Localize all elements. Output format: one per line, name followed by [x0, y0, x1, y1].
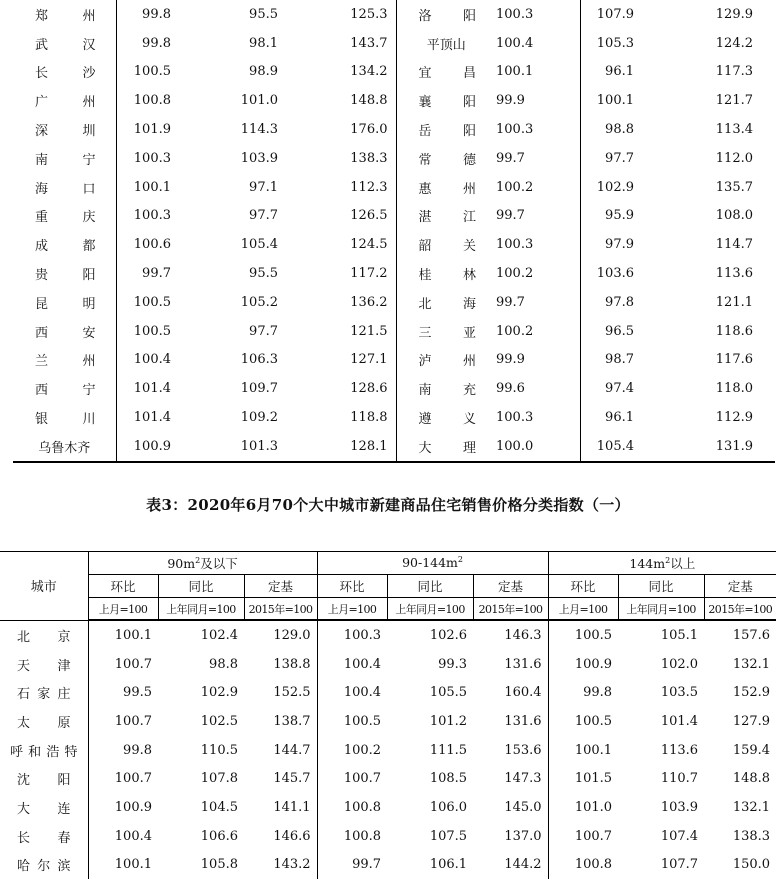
index-value: 144.2 [473, 851, 548, 880]
city-name: 西安 [13, 317, 116, 346]
mom-index: 99.9 [496, 86, 580, 115]
index-value: 131.6 [473, 650, 548, 679]
table-row [13, 0, 775, 29]
mom-index: 100.5 [133, 64, 171, 80]
index-value: 100.2 [343, 742, 382, 758]
table-3-title: 表3：2020年6月70个大中城市新建商品住宅销售价格分类指数（一） [146, 496, 630, 514]
mom-index: 100.8 [133, 93, 171, 109]
index-value: 106.6 [200, 828, 238, 844]
index-value: 153.6 [473, 736, 548, 765]
table-row [0, 822, 776, 851]
city-name: 北京 [0, 620, 88, 650]
city-name: 桂林 [418, 268, 476, 284]
city-name: 南宁 [13, 144, 116, 173]
index-value: 100.7 [114, 771, 152, 787]
index-value: 141.1 [244, 793, 317, 822]
index-value: 104.5 [200, 799, 238, 815]
base-index: 127.1 [300, 346, 396, 375]
index-value: 137.0 [473, 822, 548, 851]
index-value: 100.1 [574, 742, 613, 758]
base-index: 117.6 [715, 352, 753, 368]
table-row [13, 259, 775, 288]
table-row [13, 144, 775, 173]
yoy-index: 98.1 [249, 35, 278, 51]
index-value: 146.6 [244, 822, 317, 851]
city-name: 乌鲁木齐 [13, 432, 116, 462]
index-value: 100.1 [114, 857, 152, 873]
base-index: 124.2 [715, 35, 753, 51]
index-value: 138.7 [244, 707, 317, 736]
base-index: 112.9 [715, 410, 753, 426]
yoy-index: 103.6 [596, 266, 634, 282]
yoy-index: 100.1 [596, 93, 634, 109]
city-name: 襄阳 [418, 95, 476, 111]
yoy-index: 97.9 [605, 237, 634, 253]
mom-index: 100.1 [496, 58, 580, 87]
index-value: 102.6 [429, 627, 468, 643]
base-index: 121.5 [300, 317, 396, 346]
table-row [0, 764, 776, 793]
index-value: 105.1 [660, 627, 699, 643]
index-value: 102.0 [660, 656, 699, 672]
index-value: 100.5 [574, 627, 613, 643]
index-value: 100.4 [343, 685, 382, 701]
index-value: 99.3 [438, 656, 468, 672]
index-value: 100.9 [574, 656, 613, 672]
mom-index: 100.2 [496, 317, 580, 346]
city-name: 广州 [13, 86, 116, 115]
index-value: 103.9 [660, 799, 699, 815]
city-column-header: 城市 [0, 552, 88, 621]
group-header-under-90: $90m^2$及以下 [88, 552, 317, 575]
table-row [0, 650, 776, 679]
yoy-index: 101.0 [240, 93, 278, 109]
table-row [13, 374, 775, 403]
table-row [13, 115, 775, 144]
yoy-index: 95.5 [249, 6, 278, 22]
table-row [13, 317, 775, 346]
index-value: 146.3 [473, 620, 548, 650]
sub-header: 环比 [548, 575, 618, 598]
sub-header: 定基 [473, 575, 548, 598]
mom-index: 100.9 [116, 432, 193, 462]
mom-index: 100.4 [496, 29, 580, 58]
table-row [0, 793, 776, 822]
city-name: 郑州 [13, 0, 116, 29]
sub-header: 定基 [244, 575, 317, 598]
index-value: 103.5 [660, 685, 699, 701]
index-value: 100.7 [114, 713, 152, 729]
base-index: 113.6 [715, 266, 753, 282]
mom-index: 99.8 [142, 6, 171, 22]
yoy-index: 114.3 [240, 122, 278, 138]
index-value: 107.4 [660, 828, 699, 844]
mom-index: 100.3 [496, 230, 580, 259]
base-header: 上月=100 [548, 598, 618, 621]
yoy-index: 105.4 [240, 237, 278, 253]
index-value: 143.2 [244, 851, 317, 880]
yoy-index: 98.8 [605, 122, 634, 138]
index-value: 100.5 [343, 713, 382, 729]
base-index: 117.3 [715, 64, 753, 80]
base-index: 129.9 [715, 6, 753, 22]
base-index: 121.1 [715, 294, 753, 310]
mom-index: 101.4 [133, 410, 171, 426]
sub-header: 同比 [618, 575, 704, 598]
city-name: 泸州 [418, 354, 476, 370]
price-index-table-2-continued [13, 0, 775, 463]
index-value: 99.5 [123, 685, 152, 701]
table-row [0, 620, 776, 650]
sub-header: 环比 [317, 575, 387, 598]
index-value: 127.9 [732, 713, 771, 729]
base-index: 118.0 [715, 381, 753, 397]
city-name: 洛阳 [418, 8, 476, 24]
index-value: 132.1 [732, 656, 771, 672]
city-name: 深圳 [13, 115, 116, 144]
index-value: 131.6 [473, 707, 548, 736]
base-header: 上月=100 [317, 598, 387, 621]
city-name: 大理 [396, 432, 496, 462]
index-value: 132.1 [732, 799, 771, 815]
base-index: 118.6 [715, 323, 753, 339]
base-index: 136.2 [300, 288, 396, 317]
price-index-table-3 [0, 551, 776, 879]
table-row [13, 202, 775, 231]
city-name: 哈尔滨 [0, 851, 88, 880]
mom-index: 99.6 [496, 374, 580, 403]
table-row [13, 403, 775, 432]
base-index: 113.4 [715, 122, 753, 138]
base-index: 143.7 [300, 29, 396, 58]
city-name: 贵阳 [13, 259, 116, 288]
mom-index: 100.6 [133, 237, 171, 253]
city-name: 惠州 [418, 181, 476, 197]
index-value: 100.1 [114, 627, 152, 643]
index-value: 100.5 [574, 713, 613, 729]
index-value: 106.1 [429, 857, 468, 873]
base-index: 176.0 [300, 115, 396, 144]
yoy-index: 95.5 [249, 266, 278, 282]
index-value: 129.0 [244, 620, 317, 650]
city-name: 海口 [13, 173, 116, 202]
index-value: 100.8 [343, 799, 382, 815]
base-header: 上年同月=100 [618, 598, 704, 621]
yoy-index: 102.9 [596, 179, 634, 195]
index-value: 159.4 [732, 742, 771, 758]
mom-index: 100.4 [133, 352, 171, 368]
table-row [13, 346, 775, 375]
base-index: 135.7 [715, 179, 753, 195]
index-value: 113.6 [660, 742, 699, 758]
yoy-index: 106.3 [240, 352, 278, 368]
index-value: 152.9 [732, 685, 771, 701]
mom-index: 99.7 [496, 144, 580, 173]
base-index: 108.0 [715, 208, 753, 224]
base-index: 134.2 [300, 58, 396, 87]
base-index: 118.8 [300, 403, 396, 432]
index-value: 100.9 [114, 799, 152, 815]
index-value: 99.8 [583, 685, 613, 701]
index-value: 100.8 [574, 857, 613, 873]
yoy-index: 96.5 [605, 323, 634, 339]
yoy-index: 97.7 [249, 208, 278, 224]
mom-index: 101.9 [133, 122, 171, 138]
base-index: 112.0 [715, 150, 753, 166]
mom-index: 100.5 [133, 323, 171, 339]
base-index: 138.3 [300, 144, 396, 173]
city-name: 银川 [13, 403, 116, 432]
table-row [13, 86, 775, 115]
city-name: 宜昌 [418, 66, 476, 82]
yoy-index: 105.2 [240, 294, 278, 310]
yoy-index: 97.4 [605, 381, 634, 397]
base-index: 126.5 [300, 202, 396, 231]
sub-header: 环比 [88, 575, 158, 598]
base-index: 121.7 [715, 93, 753, 109]
table-row [13, 288, 775, 317]
mom-index: 99.8 [142, 35, 171, 51]
index-value: 98.8 [209, 656, 238, 672]
yoy-index: 98.7 [605, 352, 634, 368]
table-row [0, 678, 776, 707]
mom-index: 100.3 [496, 403, 580, 432]
city-name: 湛江 [418, 210, 476, 226]
index-value: 145.7 [244, 764, 317, 793]
city-name: 韶关 [418, 239, 476, 255]
city-name: 成都 [13, 230, 116, 259]
index-value: 102.9 [200, 685, 238, 701]
group-header-over-144: $144m^2$以上 [548, 552, 776, 575]
mom-index: 100.3 [496, 115, 580, 144]
sub-header: 同比 [387, 575, 473, 598]
table-row [0, 707, 776, 736]
city-name: 长春 [0, 822, 88, 851]
table-row [0, 736, 776, 765]
index-value: 100.4 [114, 828, 152, 844]
yoy-index: 96.1 [605, 410, 634, 426]
index-value: 102.5 [200, 713, 238, 729]
group-header-90-144: $90-144m^2$ [317, 552, 548, 575]
index-value: 101.4 [660, 713, 699, 729]
base-index: 117.2 [300, 259, 396, 288]
index-value: 99.7 [352, 857, 382, 873]
index-value: 111.5 [429, 742, 468, 758]
base-header: 上月=100 [88, 598, 158, 621]
base-index: 128.1 [300, 432, 396, 462]
base-header: 2015年=100 [473, 598, 548, 621]
mom-index: 99.7 [142, 266, 171, 282]
index-value: 147.3 [473, 764, 548, 793]
index-value: 160.4 [473, 678, 548, 707]
city-name: 南充 [418, 383, 476, 399]
city-name: 长沙 [13, 58, 116, 87]
mom-index: 100.0 [496, 432, 580, 462]
mom-index: 100.3 [496, 0, 580, 29]
mom-index: 99.7 [496, 288, 580, 317]
index-value: 105.8 [200, 857, 238, 873]
mom-index: 100.3 [133, 150, 171, 166]
base-index: 112.3 [300, 173, 396, 202]
yoy-index: 109.7 [240, 381, 278, 397]
index-value: 100.7 [574, 828, 613, 844]
index-value: 148.8 [732, 771, 771, 787]
base-header: 2015年=100 [704, 598, 776, 621]
table-row [0, 851, 776, 880]
yoy-index: 105.4 [580, 432, 682, 462]
table-row [13, 432, 775, 462]
yoy-index: 101.3 [193, 432, 300, 462]
mom-index: 100.3 [133, 208, 171, 224]
city-name: 太原 [0, 707, 88, 736]
sub-header: 定基 [704, 575, 776, 598]
mom-index: 101.4 [133, 381, 171, 397]
index-value: 100.7 [343, 771, 382, 787]
index-value: 138.8 [244, 650, 317, 679]
base-header: 2015年=100 [244, 598, 317, 621]
index-value: 144.7 [244, 736, 317, 765]
mom-index: 99.9 [496, 346, 580, 375]
index-value: 107.5 [429, 828, 468, 844]
city-name: 武汉 [13, 29, 116, 58]
index-value: 157.6 [732, 627, 771, 643]
table-row [13, 230, 775, 259]
city-name: 兰州 [13, 346, 116, 375]
index-value: 152.5 [244, 678, 317, 707]
mom-index: 100.1 [133, 179, 171, 195]
index-value: 101.5 [574, 771, 613, 787]
yoy-index: 107.9 [596, 6, 634, 22]
index-value: 99.8 [123, 742, 152, 758]
base-index: 148.8 [300, 86, 396, 115]
yoy-index: 96.1 [605, 64, 634, 80]
city-name: 遵义 [418, 412, 476, 428]
index-value: 100.8 [343, 828, 382, 844]
mom-index: 100.5 [133, 294, 171, 310]
city-name: 沈阳 [0, 764, 88, 793]
city-name: 昆明 [13, 288, 116, 317]
index-value: 110.5 [200, 742, 238, 758]
index-value: 102.4 [200, 627, 238, 643]
yoy-index: 97.7 [605, 150, 634, 166]
index-value: 105.5 [429, 685, 468, 701]
base-index: 125.3 [300, 0, 396, 29]
yoy-index: 95.9 [605, 208, 634, 224]
base-header: 上年同月=100 [387, 598, 473, 621]
index-value: 145.0 [473, 793, 548, 822]
city-name: 北海 [418, 296, 476, 312]
index-value: 108.5 [429, 771, 468, 787]
base-header: 上年同月=100 [158, 598, 244, 621]
city-name: 呼和浩特 [0, 736, 88, 765]
index-value: 106.0 [429, 799, 468, 815]
city-name: 岳阳 [418, 124, 476, 140]
base-index: 131.9 [682, 432, 775, 462]
index-value: 110.7 [660, 771, 699, 787]
base-index: 128.6 [300, 374, 396, 403]
yoy-index: 97.8 [605, 294, 634, 310]
mom-index: 100.2 [496, 173, 580, 202]
table-row [13, 29, 775, 58]
index-value: 150.0 [732, 857, 771, 873]
sub-header: 同比 [158, 575, 244, 598]
index-value: 101.2 [429, 713, 468, 729]
city-name: 西宁 [13, 374, 116, 403]
city-name: 天津 [0, 650, 88, 679]
base-index: 114.7 [715, 237, 753, 253]
index-value: 138.3 [732, 828, 771, 844]
city-name: 三亚 [418, 325, 476, 341]
yoy-index: 103.9 [240, 150, 278, 166]
city-name: 大连 [0, 793, 88, 822]
city-name: 平顶山 [426, 37, 466, 53]
index-value: 107.7 [660, 857, 699, 873]
index-value: 107.8 [200, 771, 238, 787]
index-value: 100.3 [343, 627, 382, 643]
city-name: 常德 [418, 152, 476, 168]
yoy-index: 105.3 [596, 35, 634, 51]
yoy-index: 98.9 [249, 64, 278, 80]
city-name: 石家庄 [0, 678, 88, 707]
yoy-index: 97.7 [249, 323, 278, 339]
mom-index: 99.7 [496, 202, 580, 231]
index-value: 100.7 [114, 656, 152, 672]
base-index: 124.5 [300, 230, 396, 259]
table-row [13, 58, 775, 87]
index-value: 101.0 [574, 799, 613, 815]
index-value: 100.4 [343, 656, 382, 672]
yoy-index: 97.1 [249, 179, 278, 195]
city-name: 重庆 [13, 202, 116, 231]
table-row [13, 173, 775, 202]
mom-index: 100.2 [496, 259, 580, 288]
yoy-index: 109.2 [240, 410, 278, 426]
